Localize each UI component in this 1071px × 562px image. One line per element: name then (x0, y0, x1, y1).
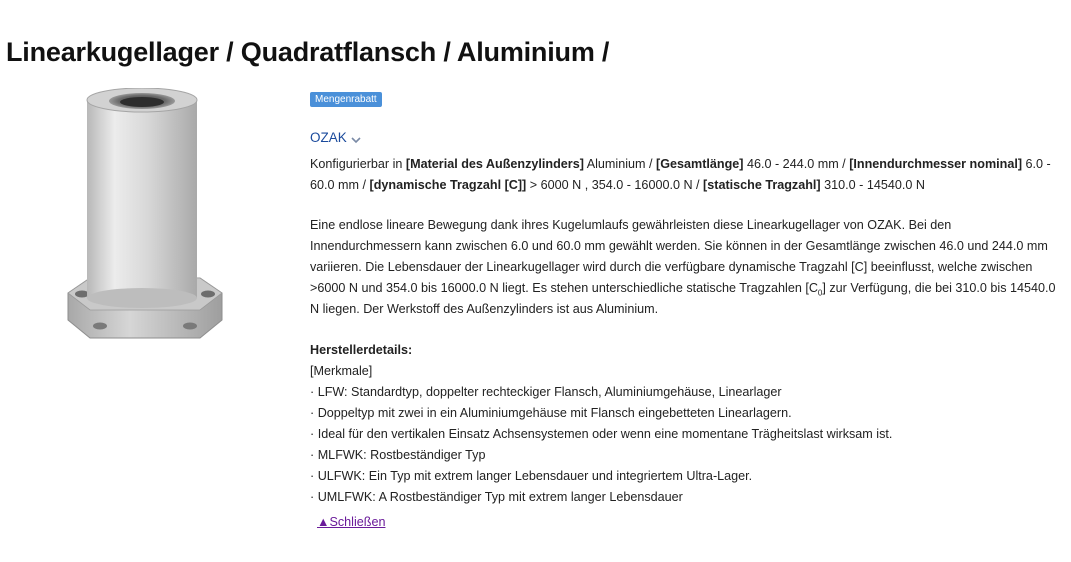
product-image[interactable] (60, 88, 230, 358)
brand-link[interactable]: OZAK (310, 130, 347, 145)
page-title: Linearkugellager / Quadratflansch / Aluminium / (6, 37, 610, 67)
list-item: · LFW: Standardtyp, doppelter rechteckiger Flansch, Aluminiumgehäuse, Linearlager (310, 385, 782, 399)
list-item: · ULFWK: Ein Typ mit extrem langer Lebensdauer und integriertem Ultra-Lager. (310, 469, 753, 483)
spec-label-length: [Gesamtlänge] (656, 157, 744, 171)
product-description (310, 215, 1060, 320)
spec-value-material: Aluminium / (583, 157, 656, 171)
chevron-down-icon[interactable] (350, 132, 362, 144)
manufacturer-details-heading: Herstellerdetails: (310, 343, 413, 357)
list-item: · Ideal für den vertikalen Einsatz Achsensystemen oder wenn eine momentane Trägheitslast wirksam ist. (310, 427, 893, 441)
feature-list (310, 382, 1060, 508)
spec-prefix: Konfigurierbar in (310, 157, 406, 171)
spec-label-dynamic-load: [dynamische Tragzahl [C]] (369, 178, 527, 192)
close-details-link[interactable]: ▲Schließen (317, 515, 386, 529)
spec-label-material: [Material des Außenzylinders] (405, 157, 584, 171)
product-details (310, 88, 1060, 533)
list-item: · UMLFWK: A Rostbeständiger Typ mit extrem langer Lebensdauer (310, 490, 683, 504)
linear-bearing-illustration (60, 88, 230, 358)
list-item: · Doppeltyp mit zwei in ein Aluminiumgehäuse mit Flansch eingebetteten Linearlagern. (310, 406, 792, 420)
description-subscript: 0 (817, 288, 823, 298)
description-part-2: ] zur Verfügung, die bei 310.0 bis 14540.0 N liegen. Der Werkstoff des Außenzylinders ist aus Aluminium. (310, 281, 1056, 316)
configuration-summary (310, 154, 1060, 196)
spec-value-length: 46.0 - 244.0 mm / (743, 157, 850, 171)
features-subheading: [Merkmale] (310, 364, 373, 378)
description-part-1: Eine endlose lineare Bewegung dank ihres Kugelumlaufs gewährleisten diese Linearkugellager von OZAK. Bei den Innendurchmessern kann zwischen 6.0 und 60.0 mm gewählt werden. Sie können in der Gesamtlänge zwischen 46.0 und 244.0 mm variieren. Die Lebensdauer der Linearkugellager wird durch die verfügbare dynamische Tragzahl [C] beeinflusst, welche zwischen >6000 N und 354.0 bis 16000.0 N liegt. Es stehen unterschiedliche statische Tragzahlen [C (310, 218, 1048, 295)
volume-discount-badge: Mengenrabatt (310, 92, 382, 107)
spec-label-static-load: [statische Tragzahl] (703, 178, 821, 192)
spec-label-inner-diameter: [Innendurchmesser nominal] (849, 157, 1023, 171)
spec-value-dynamic-load: > 6000 N , 354.0 - 16000.0 N / (526, 178, 704, 192)
spec-value-static-load: 310.0 - 14540.0 N (820, 178, 925, 192)
spec-value-inner-diameter: 6.0 - 60.0 mm / (310, 157, 1051, 192)
list-item: · MLFWK: Rostbeständiger Typ (310, 448, 486, 462)
